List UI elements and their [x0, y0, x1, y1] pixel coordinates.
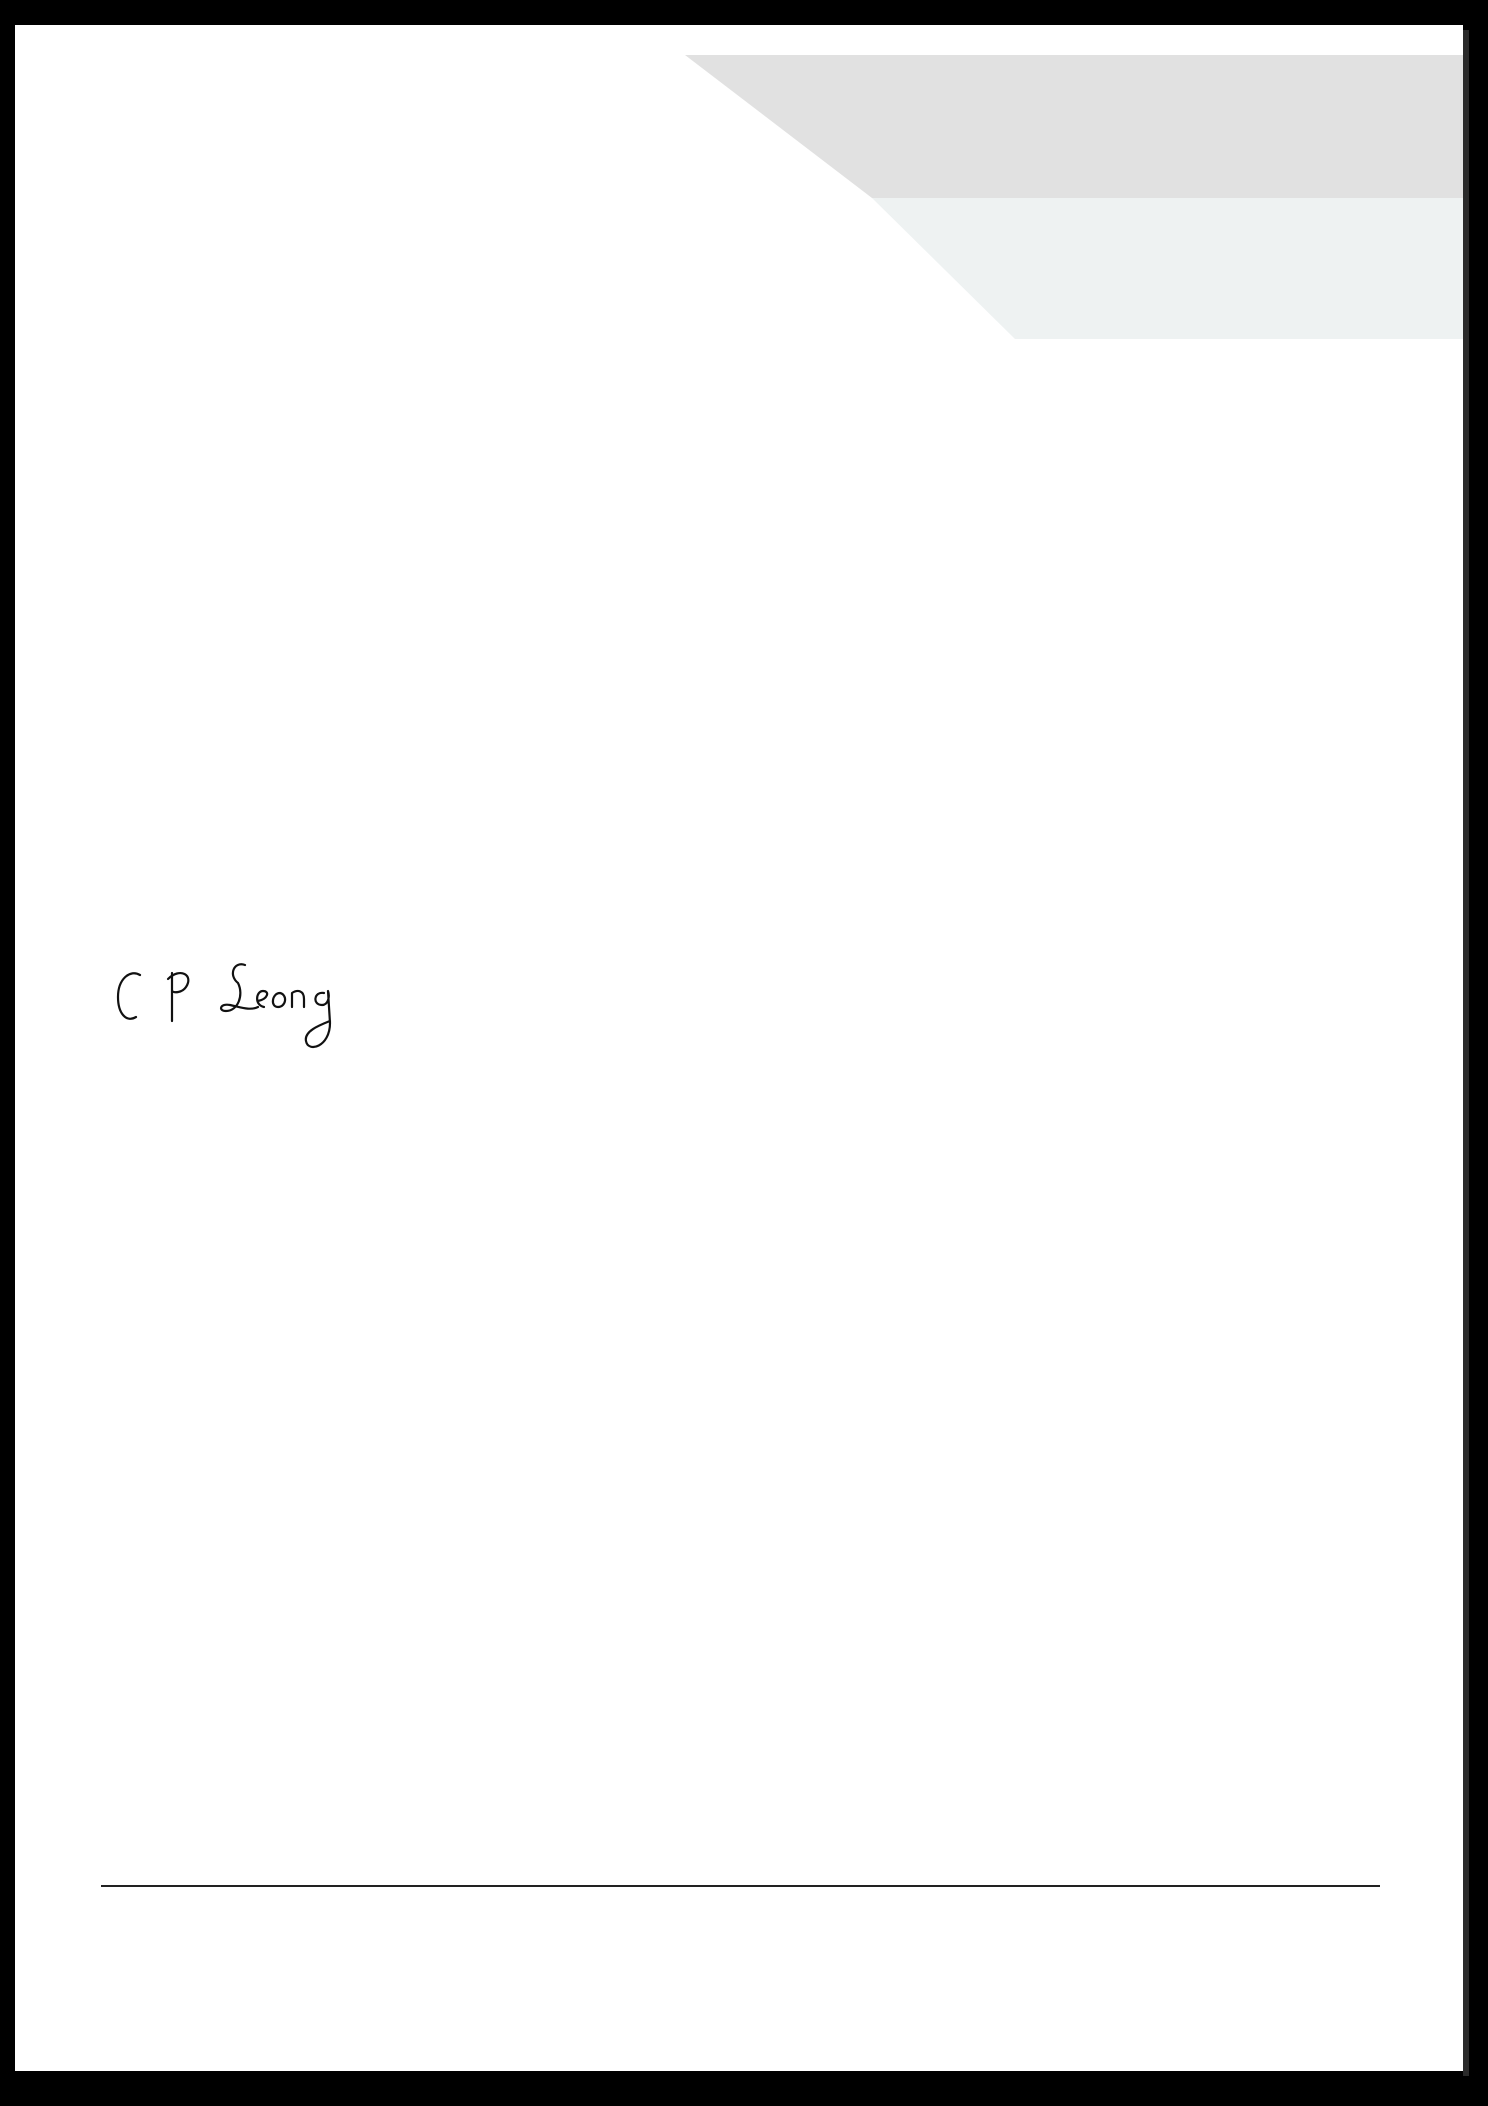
letterhead-band-top	[685, 55, 1463, 198]
footer-rule	[101, 1885, 1380, 1887]
page-shadow	[1463, 30, 1469, 2076]
signature-image	[110, 935, 380, 1065]
letterhead-band	[15, 25, 1463, 345]
letterhead-band-bottom	[872, 198, 1463, 339]
document-page	[15, 25, 1463, 2071]
